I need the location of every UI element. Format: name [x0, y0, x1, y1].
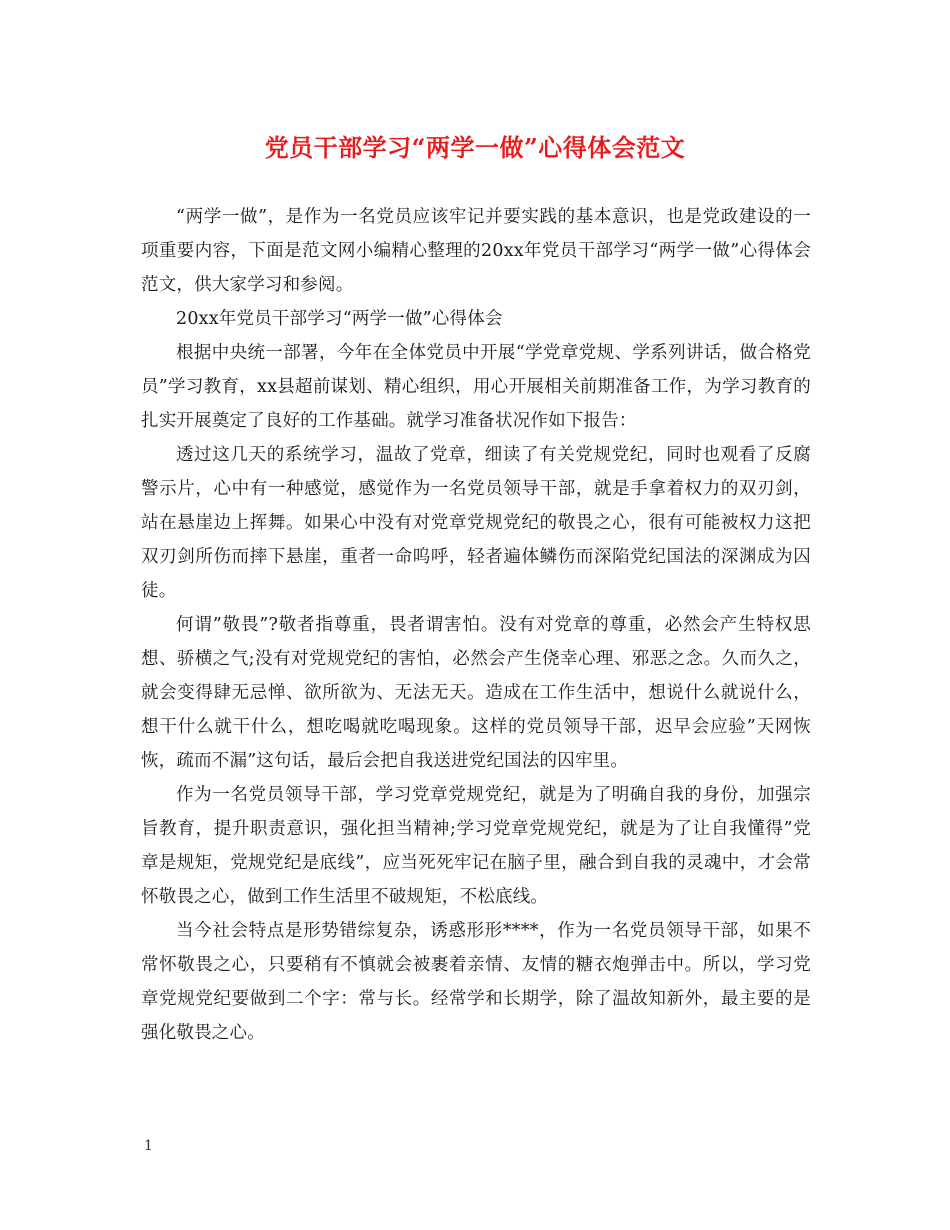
paragraph-awe-definition: 何谓”敬畏”?敬者指尊重，畏者谓害怕。没有对党章的尊重，必然会产生特权思想、骄横之气;没有对党规党纪的害怕，必然会产生侥幸心理、邪恶之念。久而久之，就会变得肆无忌惮、欲所欲为、无法无天。造成在工作生活中，想说什么就说什么，想干什么就干什么，想吃喝就吃喝现象。这样的党员领导干部，迟早会应验”天网恢恢，疏而不漏”这句话，最后会把自我送进党纪国法的囚牢里。: [141, 615, 811, 771]
paragraph-conclusion: 当今社会特点是形势错综复杂，诱惑形形****，作为一名党员领导干部，如果不常怀敬畏之心，只要稍有不慎就会被裹着亲情、友情的糖衣炮弹击中。所以，学习党章党规党纪要做到二个字：常与长。经常学和长期学，除了温故知新外，最主要的是强化敬畏之心。: [141, 921, 811, 1043]
page-number: 1: [144, 1138, 153, 1154]
paragraph-intro: “两学一做”，是作为一名党员应该牢记并要实践的基本意识，也是党政建设的一项重要内容，下面是范文网小编精心整理的20xx年党员干部学习“两学一做”心得体会范文，供大家学习和参阅。: [141, 207, 811, 295]
paragraph-subheading: 20xx年党员干部学习“两学一做”心得体会: [176, 309, 503, 329]
paragraph-background: 根据中央统一部署，今年在全体党员中开展“学党章党规、学系列讲话，做合格党员”学习教育，xx县超前谋划、精心组织，用心开展相关前期准备工作，为学习教育的扎实开展奠定了良好的工作基础。就学习准备状况作如下报告：: [141, 343, 811, 431]
paragraph-reflection: 透过这几天的系统学习，温故了党章，细读了有关党规党纪，同时也观看了反腐警示片，心中有一种感觉，感觉作为一名党员领导干部，就是手拿着权力的双刃剑，站在悬崖边上挥舞。如果心中没有对党章党规党纪的敬畏之心，很有可能被权力这把双刃剑所伤而摔下悬崖，重者一命呜呼，轻者遍体鳞伤而深陷党纪国法的深渊成为囚徒。: [141, 445, 811, 601]
document-body: [141, 200, 811, 1050]
paragraph-purpose: 作为一名党员领导干部，学习党章党规党纪，就是为了明确自我的身份，加强宗旨教育，提升职责意识，强化担当精神;学习党章党规党纪，就是为了让自我懂得”党章是规矩，党规党纪是底线”，应当死死牢记在脑子里，融合到自我的灵魂中，才会常怀敬畏之心，做到工作生活里不破规矩，不松底线。: [141, 785, 811, 907]
document-title: 党员干部学习“两学一做”心得体会范文: [264, 133, 686, 162]
